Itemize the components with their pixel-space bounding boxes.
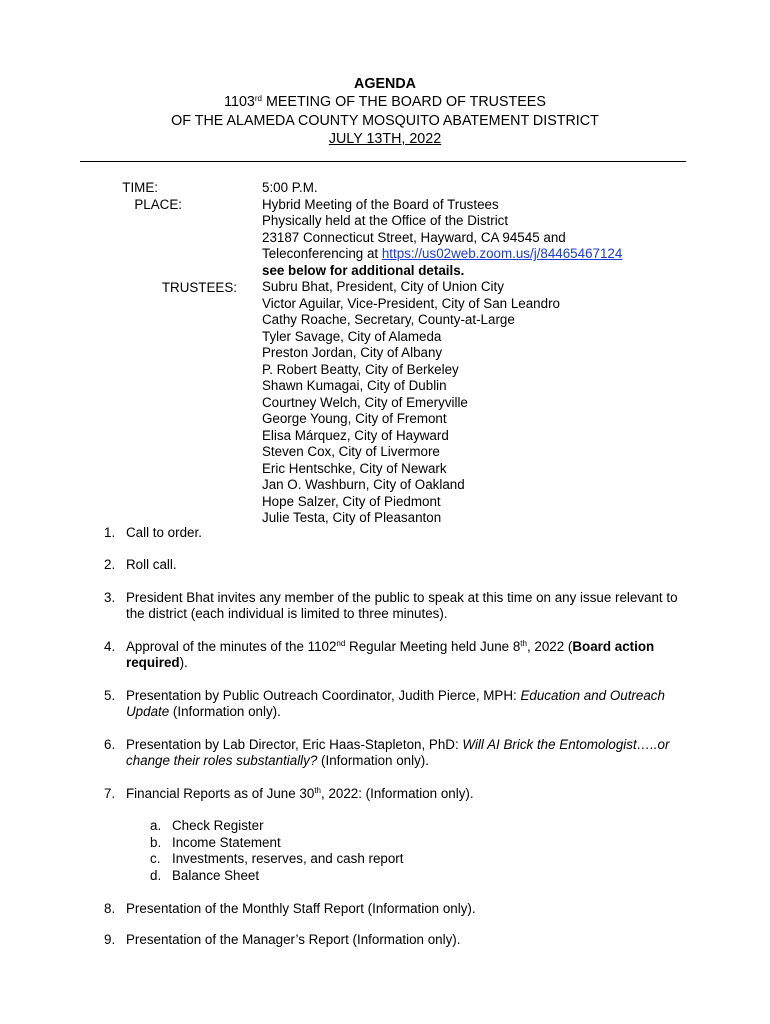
trustee-entry: Eric Hentschke, City of Newark [262, 460, 447, 476]
ordinal-suffix: th [314, 786, 321, 795]
meeting-details [262, 180, 622, 527]
trustee-entry: Victor Aguilar, Vice-President, City of San Leandro [262, 295, 560, 311]
item-number: 1. [104, 525, 116, 540]
item-number: 6. [104, 737, 116, 752]
item-text [126, 737, 694, 770]
trustees-label: TRUSTEES: [161, 280, 237, 295]
place-line: Hybrid Meeting of the Board of Trustees [262, 196, 499, 212]
list-item [150, 868, 403, 885]
board-action-note: Board action required [126, 639, 655, 671]
list-letter: a. [150, 818, 162, 833]
item-number: 4. [104, 639, 116, 654]
item-number: 7. [104, 786, 116, 801]
district-name: OF THE ALAMEDA COUNTY MOSQUITO ABATEMENT DISTRICT [171, 112, 599, 129]
time-label: TIME: [122, 180, 158, 195]
list-text: Balance Sheet [172, 867, 260, 883]
item-text-part: ). [179, 655, 188, 671]
list-text: Income Statement [172, 834, 281, 850]
teleconference-prefix: Teleconferencing at [262, 246, 382, 261]
financial-report-list [150, 818, 403, 884]
item-text-part: , 2022 ( [526, 639, 573, 654]
trustee-entry: Jan O. Washburn, City of Oakland [262, 477, 465, 492]
trustee-entry: Elisa Márquez, City of Hayward [262, 427, 449, 443]
item-text-part: , 2022: (Information only). [321, 786, 474, 801]
meeting-number: 1103 [224, 94, 255, 111]
item-text [126, 786, 694, 802]
item-text-part: Regular Meeting held June 8 [345, 639, 521, 654]
time-value: 5:00 P.M. [262, 180, 318, 195]
item-number: 8. [104, 901, 116, 916]
trustee-entry: Hope Salzer, City of Piedmont [262, 493, 441, 509]
trustee-entry: Tyler Savage, City of Alameda [262, 328, 442, 344]
trustee-entry: Julie Testa, City of Pleasanton [262, 510, 442, 525]
item-text: Presentation of the Monthly Staff Report (Information only). [126, 901, 476, 916]
trustee-entry: Preston Jordan, City of Albany [262, 345, 443, 360]
item-text [126, 688, 694, 721]
list-item [150, 851, 403, 868]
item-text: Presentation of the Manager’s Report (Information only). [126, 932, 461, 947]
item-text-part: Presentation by Lab Director, Eric Haas-Stapleton, PhD: [126, 737, 463, 752]
ordinal-suffix: th [520, 639, 527, 648]
item-text [126, 639, 694, 672]
list-item [150, 835, 403, 852]
list-letter: c. [150, 851, 161, 867]
trustee-entry: P. Robert Beatty, City of Berkeley [262, 361, 459, 377]
item-number: 5. [104, 688, 116, 703]
presentation-title: Education and Outreach Update [126, 688, 665, 720]
place-line: Physically held at the Office of the District [262, 213, 509, 228]
list-letter: d. [150, 867, 162, 883]
header-divider [80, 161, 686, 162]
ordinal-suffix: nd [336, 639, 346, 648]
list-item [150, 818, 403, 835]
trustee-entry: Cathy Roache, Secretary, County-at-Large [262, 312, 515, 327]
item-text: Roll call. [126, 557, 177, 572]
item-text-part: Approval of the minutes of the 1102 [126, 639, 337, 654]
item-number: 3. [104, 590, 116, 605]
item-text-part: (Information only). [317, 753, 429, 769]
agenda-header [0, 75, 770, 149]
see-below-note: see below for additional details. [262, 262, 465, 278]
teleconference-line [262, 246, 622, 263]
item-number: 2. [104, 557, 116, 572]
meeting-title-rest: MEETING OF THE BOARD OF TRUSTEES [262, 94, 546, 111]
meeting-number-suffix: rd [254, 94, 262, 104]
presentation-title: Will AI Brick the Entomologist…..or change their roles substantially? [126, 737, 670, 769]
meeting-date: JULY 13TH, 2022 [328, 131, 442, 148]
meeting-title [0, 93, 770, 111]
place-label: PLACE: [134, 197, 182, 212]
trustee-entry: George Young, City of Fremont [262, 411, 447, 426]
trustee-entry: Subru Bhat, President, City of Union City [262, 279, 504, 294]
trustee-entry: Steven Cox, City of Livermore [262, 444, 440, 459]
item-text-part: Financial Reports as of June 30 [126, 786, 315, 801]
list-text: Investments, reserves, and cash report [172, 851, 404, 867]
trustee-entry: Courtney Welch, City of Emeryville [262, 394, 468, 410]
zoom-link[interactable]: https://us02web.zoom.us/j/84465467124 [381, 246, 623, 261]
item-text-part: Presentation by Public Outreach Coordinator, Judith Pierce, MPH: [126, 688, 521, 703]
place-line: 23187 Connecticut Street, Hayward, CA 94545 and [262, 229, 566, 245]
list-letter: b. [150, 834, 162, 850]
list-text: Check Register [172, 818, 264, 833]
item-number: 9. [104, 932, 116, 947]
item-text-part: (Information only). [169, 704, 281, 720]
agenda-title: AGENDA [354, 76, 416, 92]
item-text: Call to order. [126, 525, 202, 540]
item-text: President Bhat invites any member of the public to speak at this time on any issue relevant to the district (each individual is limited to three minutes). [126, 590, 678, 622]
trustee-entry: Shawn Kumagai, City of Dublin [262, 378, 447, 393]
